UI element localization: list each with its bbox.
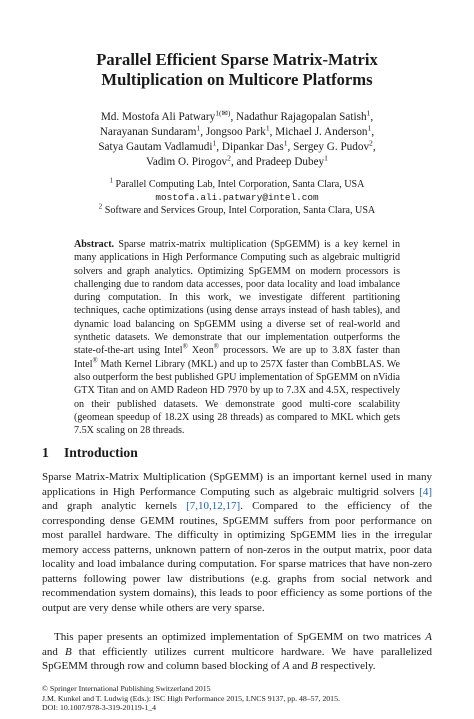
citation-line: J.M. Kunkel and T. Ludwig (Eds.): ISC High Performance 2015, LNCS 9137, pp. 48–57, 2015. [42, 693, 340, 703]
matrix-b: B [310, 660, 318, 673]
author-name: Satya Gautam Vadlamudi [98, 140, 213, 153]
author-name: Nadathur Rajagopalan Satish [236, 111, 367, 123]
affiliation-1 [40, 178, 434, 191]
intro-paragraph-1: Sparse Matrix-Matrix Multiplication (SpGEMM) is an important kernel used in many applications in High Performance Computing such as algebraic multigrid solvers [4] and graph analytic kernels [7,10,12,17]. Compared to the efficiency of the corresponding dense GEMM routines, SpGEMM suffers from poor performance on most parallel hardware. The difficulty in optimizing SpGEMM lies in the irregular memory access patterns, unknown pattern of non-zeros in the output matrix, poor data locality and load imbalance during computation. For sparse matrices that have non-zero patterns following power law distributions (e.g. graphs from social network and recommendation system domains), this leads to poor efficiency as some portions of the output are very dense while others are very sparse. [42, 471, 433, 614]
title-line-2: Multiplication on Multicore Platforms [101, 70, 373, 89]
author-mark: 2 [369, 138, 373, 148]
author-name: Narayanan Sundaram [99, 125, 197, 138]
author-line-3: Satya Gautam Vadlamudi$^1$, Dipankar Das$^1$, Sergey G. Pudov$^2$, [98, 138, 376, 153]
author-mark: 1 [265, 123, 270, 133]
abstract-text: Sparse matrix-matrix multiplication (SpGEMM) is a key kernel in many applications in High Performance Computing such as algebraic multigrid solvers and graph analytics. Optimizing SpGEMM on modern processors is challenging due to random data accesses, poor data locality and load imbalance during computation. In this work, we investigate different partitioning techniques, cache optimizations (using dense arrays instead of hash tables), and dynamic load balancing on SpGEMM using a diverse set of real-world and synthetic datasets. We demonstrate that our implementation outperforms the state-of-the-art using Intel [74, 239, 400, 357]
author-name: Sergey G. Pudov [293, 140, 370, 153]
author-name: Michael J. Anderson [275, 125, 368, 138]
affiliation-mark: 2 [98, 203, 103, 211]
doi-line[interactable]: DOI: 10.1007/978-3-319-20119-1_4 [42, 703, 157, 713]
affiliation-text: Software and Services Group, Intel Corporation, Santa Clara, USA [104, 205, 376, 216]
affiliations [40, 178, 434, 217]
author-mark: 1 [367, 123, 372, 133]
affiliation-mark: 1 [109, 177, 113, 185]
author-line-1: Md. Mostofa Ali Patwary$^{1(✉)}$, Nadathur Rajagopalan Satish$^1$, [100, 108, 374, 123]
section-heading [42, 445, 138, 461]
author-name: Vadim O. Pirogov [146, 155, 228, 168]
section-title: Introduction [64, 445, 138, 460]
abstract-text: Math Kernel Library (MKL) and up to 257X faster than CombBLAS. We also outperform the best published GPU implementation of SpGEMM on nVidia GTX Titan and on AMD Radeon HD 7970 by up to 7.3X and 4.5X, respectively on their published datasets. We demonstrate good multi-core scalability (geomean speedup of 18.2X using 28 threads) as compared to MKL which gets 7.5X scaling on 28 threads. [74, 358, 400, 437]
paper-title [40, 50, 434, 90]
author-name: Jongsoo Park [205, 125, 266, 138]
registered-mark: ® [182, 344, 188, 352]
citation-link[interactable]: [7,10,12,17] [186, 500, 241, 513]
affiliation-2 [40, 204, 434, 217]
author-email[interactable]: mostofa.ali.patwary@intel.com [155, 192, 319, 203]
author-mark: 1 [283, 138, 288, 148]
author-mark: 1(✉) [215, 108, 231, 118]
copyright-footer [42, 684, 432, 713]
affiliation-text: Parallel Computing Lab, Intel Corporation, Santa Clara, USA [115, 179, 365, 190]
copyright-line: © Springer International Publishing Switzerland 2015 [42, 684, 211, 693]
citation-link[interactable]: [4] [419, 485, 432, 498]
author-mark: 1 [196, 123, 201, 133]
registered-mark: ® [92, 357, 98, 365]
intro-paragraph-2: This paper presents an optimized implementation of SpGEMM on two matrices A and B that efficiently utilizes current multicore hardware. We have parallelized SpGEMM through row and column based blocking of A and B respectively. [42, 631, 432, 673]
registered-mark: ® [213, 344, 219, 352]
title-line-1: Parallel Efficient Sparse Matrix-Matrix [96, 50, 378, 69]
matrix-b: B [64, 645, 72, 658]
author-mark: 1 [212, 138, 217, 148]
author-name: Pradeep Dubey [255, 155, 325, 168]
author-list [40, 110, 434, 170]
author-line-2: Narayanan Sundaram$^1$, Jongsoo Park$^1$, Michael J. Anderson$^1$, [99, 123, 375, 138]
matrix-a: A [282, 660, 290, 673]
abstract-text: Xeon [187, 345, 214, 357]
author-name: Md. Mostofa Ali Patwary [100, 111, 216, 123]
author-mark: 2 [227, 152, 231, 162]
abstract-label: Abstract. [74, 239, 115, 250]
author-name: Dipankar Das [221, 140, 284, 153]
author-mark: 1 [366, 108, 371, 118]
matrix-a: A [425, 631, 432, 643]
abstract [74, 238, 400, 437]
abstract-text: processors. We are up to 3.8X faster than Intel [74, 345, 400, 370]
author-line-4: Vadim O. Pirogov$^2$, and Pradeep Dubey$^1$ [146, 152, 328, 168]
section-number: 1 [42, 445, 49, 460]
author-mark: 1 [324, 152, 328, 162]
